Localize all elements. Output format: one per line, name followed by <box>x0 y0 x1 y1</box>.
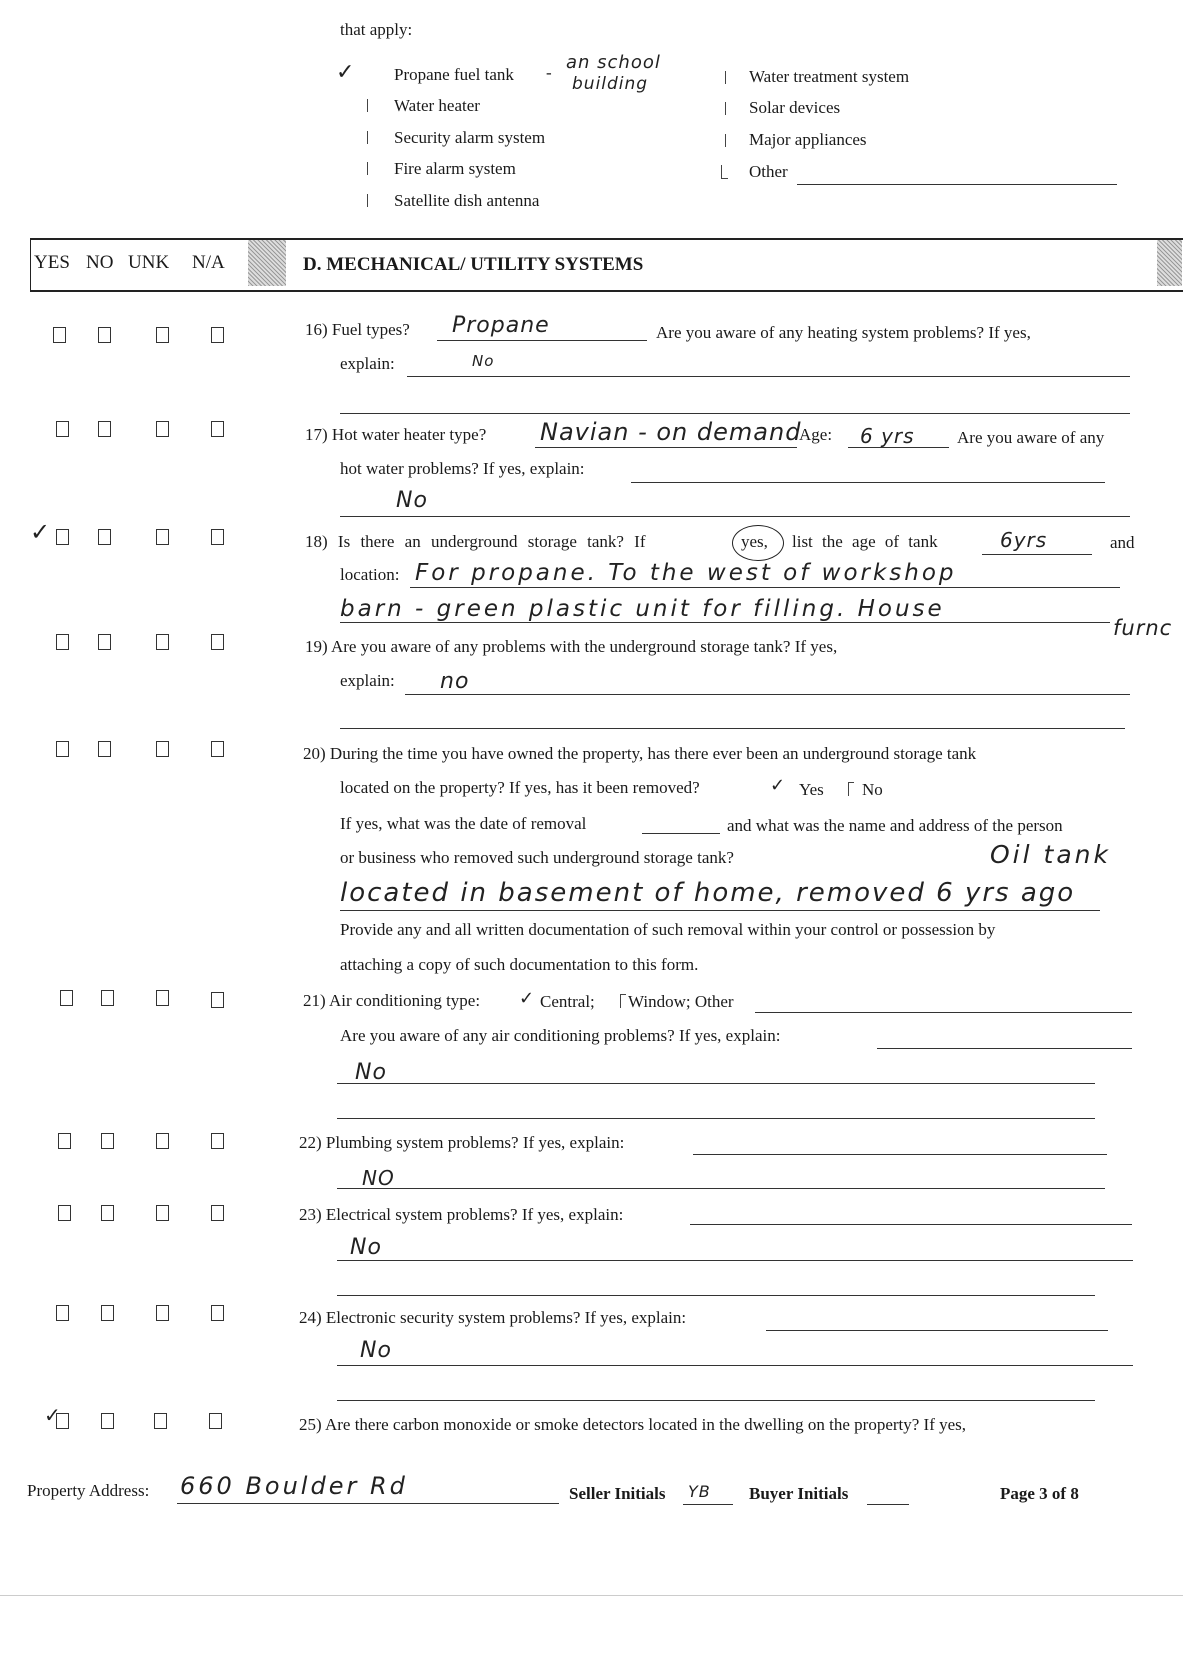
q21-explain-line[interactable] <box>877 1048 1132 1049</box>
q19-explain-label: explain: <box>340 671 395 690</box>
q17-label: 17) Hot water heater type? <box>305 425 487 444</box>
column-na: N/A <box>192 252 225 273</box>
propane-check-mark: ✓ <box>336 60 355 85</box>
q20-answer-1: Oil tank <box>990 840 1111 869</box>
seller-initials-line[interactable] <box>683 1504 733 1505</box>
intro-text: that apply: <box>340 20 413 39</box>
q18-location-answer-1: For propane. To the west of workshop <box>415 560 957 586</box>
item-water-heater[interactable]: Water heater <box>394 96 480 115</box>
q16-no-checkbox[interactable] <box>98 327 111 343</box>
q17-unk-checkbox[interactable] <box>156 421 169 437</box>
q21-central-check-mark: ✓ <box>519 988 535 1009</box>
column-unk: UNK <box>128 252 170 273</box>
header-shade-right <box>1157 240 1182 286</box>
q24-no-checkbox[interactable] <box>101 1305 114 1321</box>
q20-na-checkbox[interactable] <box>211 741 224 757</box>
q22-na-checkbox[interactable] <box>211 1133 224 1149</box>
q16-explain-answer: No <box>472 352 495 370</box>
q16-question: Are you aware of any heating system problems? If yes, <box>656 323 1031 342</box>
q17-yes-checkbox[interactable] <box>56 421 69 437</box>
item-security-alarm-system[interactable]: Security alarm system <box>394 128 546 147</box>
q16-yes-checkbox[interactable] <box>53 327 66 343</box>
q23-unk-checkbox[interactable] <box>156 1205 169 1221</box>
item-solar-devices[interactable]: Solar devices <box>749 98 841 117</box>
propane-note-line1: an school <box>566 52 661 73</box>
q17-age-label: Age: <box>799 425 833 444</box>
q22-explain-line-2[interactable] <box>337 1188 1105 1189</box>
q22-label: 22) Plumbing system problems? If yes, explain: <box>299 1133 625 1152</box>
q17-age-answer: 6 yrs <box>860 424 915 448</box>
q20-line-6: attaching a copy of such documentation to this form. <box>340 955 699 974</box>
q18-circled-yes: yes, <box>741 532 768 551</box>
q20-line-5: Provide any and all written documentation of such removal within your control or possession by <box>340 920 996 939</box>
q24-explain-line-3[interactable] <box>337 1400 1095 1401</box>
q16-fuel-answer: Propane <box>452 313 550 338</box>
q21-window-checkbox[interactable] <box>620 994 626 1008</box>
item-water-treatment-system[interactable]: Water treatment system <box>749 67 910 86</box>
q18-location-overflow: furnc <box>1113 616 1173 640</box>
q25-yes-check-mark: ✓ <box>44 1403 61 1427</box>
propane-dash: - <box>546 63 552 82</box>
q21-explain-line-3[interactable] <box>337 1118 1095 1119</box>
q22-no-checkbox[interactable] <box>101 1133 114 1149</box>
q21-window-other-option[interactable]: Window; Other <box>628 992 734 1011</box>
q21-unk-checkbox[interactable] <box>156 990 169 1006</box>
q20-line-1: 20) During the time you have owned the property, has there ever been an underground storage tank <box>303 744 977 763</box>
q25-na-checkbox[interactable] <box>209 1413 222 1429</box>
q23-explain-line[interactable] <box>690 1224 1132 1225</box>
q18-na-checkbox[interactable] <box>211 529 224 545</box>
item-propane-fuel-tank[interactable]: Propane fuel tank <box>394 65 514 84</box>
item-other[interactable]: Other <box>749 162 788 181</box>
q21-na-checkbox[interactable] <box>211 992 224 1008</box>
q16-explain-line[interactable] <box>407 376 1130 377</box>
q17-explain-line[interactable] <box>631 482 1105 483</box>
q18-age-line[interactable] <box>982 554 1092 555</box>
q20-yes-check-mark: ✓ <box>770 775 786 796</box>
q16-na-checkbox[interactable] <box>211 327 224 343</box>
q21-no-checkbox[interactable] <box>101 990 114 1006</box>
q22-explain-line[interactable] <box>693 1154 1107 1155</box>
buyer-initials-line[interactable] <box>867 1504 909 1505</box>
q18-yes-check-mark: ✓ <box>30 518 51 546</box>
q25-label: 25) Are there carbon monoxide or smoke detectors located in the dwelling on the property? If yes, <box>299 1415 967 1434</box>
satellite-dish-checkbox[interactable] <box>367 194 368 207</box>
q24-na-checkbox[interactable] <box>211 1305 224 1321</box>
q17-question: Are you aware of any <box>957 428 1105 447</box>
item-fire-alarm-system[interactable]: Fire alarm system <box>394 159 516 178</box>
property-address-value: 660 Boulder Rd <box>180 1472 408 1500</box>
q20-date-line[interactable] <box>642 833 720 834</box>
q19-yes-checkbox[interactable] <box>56 634 69 650</box>
q20-no-checkbox[interactable] <box>848 782 854 796</box>
buyer-initials-label: Buyer Initials <box>749 1484 849 1503</box>
seller-initials-value: YB <box>688 1482 711 1501</box>
q17-explain-label: hot water problems? If yes, explain: <box>340 459 585 478</box>
q21-label: 21) Air conditioning type: <box>303 991 481 1010</box>
q19-no-checkbox[interactable] <box>98 634 111 650</box>
q19-explain-answer: no <box>440 669 470 694</box>
q19-label: 19) Are you aware of any problems with the underground storage tank? If yes, <box>305 637 838 656</box>
water-treatment-checkbox[interactable] <box>725 71 726 84</box>
item-satellite-dish-antenna[interactable]: Satellite dish antenna <box>394 191 540 210</box>
q18-location-answer-2: barn - green plastic unit for filling. House <box>340 596 945 622</box>
major-appliances-checkbox[interactable] <box>725 134 726 147</box>
q23-na-checkbox[interactable] <box>211 1205 224 1221</box>
q23-no-checkbox[interactable] <box>101 1205 114 1221</box>
q18-age-answer: 6yrs <box>1000 528 1048 552</box>
q18-and: and <box>1110 533 1135 552</box>
q21-other-line[interactable] <box>755 1012 1132 1013</box>
q18-location-label: location: <box>340 565 400 584</box>
q20-answer-line[interactable] <box>340 910 1100 911</box>
q20-no-checkbox[interactable] <box>98 741 111 757</box>
solar-devices-checkbox[interactable] <box>725 102 726 115</box>
q20-line-3b: and what was the name and address of the person <box>727 816 1063 835</box>
q19-explain-line-2[interactable] <box>340 728 1125 729</box>
q23-label: 23) Electrical system problems? If yes, explain: <box>299 1205 624 1224</box>
propane-note-line2: building <box>572 74 649 94</box>
q17-type-line[interactable] <box>535 447 797 448</box>
other-checkbox[interactable] <box>721 165 728 179</box>
q22-unk-checkbox[interactable] <box>156 1133 169 1149</box>
q25-no-checkbox[interactable] <box>101 1413 114 1429</box>
q16-fuel-type-line[interactable] <box>437 340 647 341</box>
q20-line-3a: If yes, what was the date of removal <box>340 814 587 833</box>
q18-location-line-2[interactable] <box>340 622 1110 623</box>
q24-unk-checkbox[interactable] <box>156 1305 169 1321</box>
q22-yes-checkbox[interactable] <box>58 1133 71 1149</box>
q16-label: 16) Fuel types? <box>305 320 410 339</box>
q22-explain-answer: NO <box>362 1166 395 1190</box>
q24-yes-checkbox[interactable] <box>56 1305 69 1321</box>
q21-explain-line-2[interactable] <box>337 1083 1095 1084</box>
section-title: D. MECHANICAL/ UTILITY SYSTEMS <box>303 254 644 275</box>
q23-yes-checkbox[interactable] <box>58 1205 71 1221</box>
q23-explain-line-2[interactable] <box>337 1260 1133 1261</box>
q25-unk-checkbox[interactable] <box>154 1413 167 1429</box>
q18-location-line[interactable] <box>410 587 1120 588</box>
q21-question: Are you aware of any air conditioning problems? If yes, explain: <box>340 1026 781 1045</box>
q20-line-4: or business who removed such underground storage tank? <box>340 848 734 867</box>
q16-unk-checkbox[interactable] <box>156 327 169 343</box>
q23-explain-line-3[interactable] <box>337 1295 1095 1296</box>
q24-explain-line[interactable] <box>766 1330 1108 1331</box>
q18-unk-checkbox[interactable] <box>156 529 169 545</box>
q24-explain-line-2[interactable] <box>337 1365 1133 1366</box>
q19-unk-checkbox[interactable] <box>156 634 169 650</box>
q20-no-option[interactable]: No <box>862 780 883 799</box>
column-yes: YES <box>34 252 70 273</box>
q21-central-option[interactable]: Central; <box>540 992 595 1011</box>
q19-explain-line[interactable] <box>405 694 1130 695</box>
q20-yes-checkbox[interactable] <box>56 741 69 757</box>
q23-explain-answer: No <box>350 1235 382 1260</box>
q20-answer-2: located in basement of home, removed 6 yrs ago <box>340 878 1076 908</box>
q17-explain-answer: No <box>396 488 428 513</box>
fire-alarm-checkbox[interactable] <box>367 162 368 175</box>
q18-age-label: list the age of tank <box>792 532 938 551</box>
property-address-line[interactable] <box>177 1503 559 1504</box>
q19-na-checkbox[interactable] <box>211 634 224 650</box>
q24-explain-answer: No <box>360 1338 392 1363</box>
q18-label: 18) Is there an underground storage tank? If <box>305 532 646 551</box>
q24-label: 24) Electronic security system problems? If yes, explain: <box>299 1308 687 1327</box>
q21-yes-checkbox[interactable] <box>60 990 73 1006</box>
q17-no-checkbox[interactable] <box>98 421 111 437</box>
item-major-appliances[interactable]: Major appliances <box>749 130 867 149</box>
page-number: Page 3 of 8 <box>1000 1484 1079 1503</box>
q16-explain-line-2[interactable] <box>340 413 1130 414</box>
water-heater-checkbox[interactable] <box>367 99 368 112</box>
q17-explain-line-2[interactable] <box>340 516 1130 517</box>
q21-explain-answer: No <box>355 1060 387 1085</box>
q17-na-checkbox[interactable] <box>211 421 224 437</box>
seller-initials-label: Seller Initials <box>569 1484 666 1503</box>
page-edge-line <box>0 1595 1183 1596</box>
q16-explain-label: explain: <box>340 354 395 373</box>
security-alarm-checkbox[interactable] <box>367 131 368 144</box>
header-shade-left <box>248 240 286 286</box>
q20-yes-option[interactable]: Yes <box>799 780 824 799</box>
other-blank-line[interactable] <box>797 184 1117 185</box>
property-address-label: Property Address: <box>27 1481 150 1500</box>
q20-unk-checkbox[interactable] <box>156 741 169 757</box>
q18-yes-checkbox[interactable] <box>56 529 69 545</box>
q18-no-checkbox[interactable] <box>98 529 111 545</box>
column-no: NO <box>86 252 114 273</box>
q17-type-answer: Navian - on demand <box>540 418 802 446</box>
q20-line-2: located on the property? If yes, has it been removed? <box>340 778 700 797</box>
